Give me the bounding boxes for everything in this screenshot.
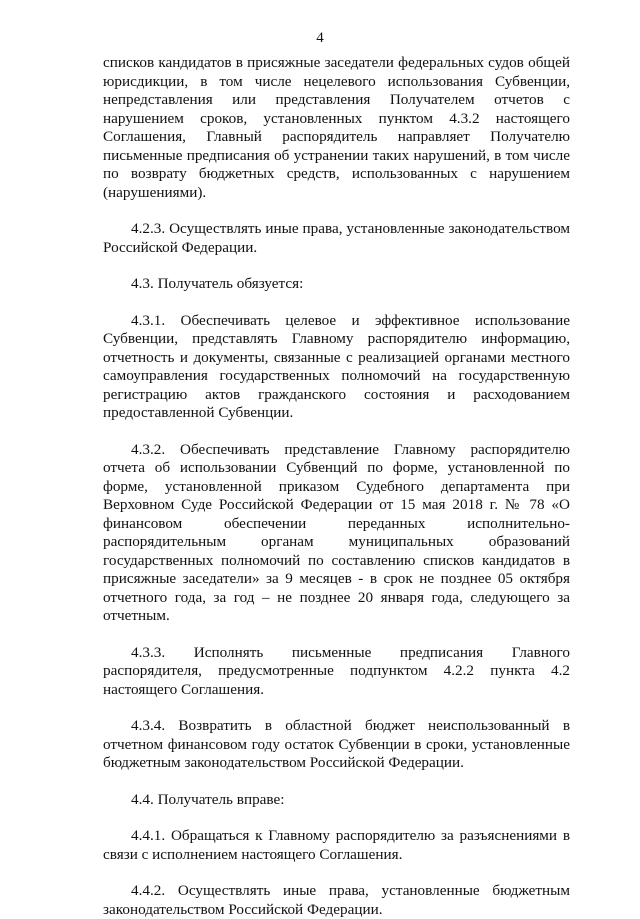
- paragraph-4-4-1: 4.4.1. Обращаться к Главному распорядителю за разъяснениями в связи с исполнением настоящего Соглашения.: [103, 827, 570, 863]
- paragraph-4-4-heading: 4.4. Получатель вправе:: [131, 790, 285, 808]
- paragraph-4-2-3: 4.2.3. Осуществлять иные права, установленные законодательством Российской Федерации.: [103, 220, 570, 256]
- paragraph-4-3-heading: 4.3. Получатель обязуется:: [131, 275, 304, 292]
- document-body: [103, 54, 570, 919]
- paragraph-continuation: списков кандидатов в присяжные заседатели федеральных судов общей юрисдикции, в том числе нецелевого использования Субвенции, непредставления или представления Получателем отчетов с нарушением сроков, установленных пунктом 4.3.2 настоящего Соглашения, Главный распорядитель направляет Получателю письменные предписания об устранении таких нарушений, в том числе по возврату бюджетных средств, использованных с нарушением (нарушениями).: [103, 54, 570, 201]
- paragraph-4-3-1: 4.3.1. Обеспечивать целевое и эффективное использование Субвенции, представлять Главному распорядителю информацию, отчетность и документы, связанные с реализацией органами местного самоуправления государственных полномочий на государственную регистрацию актов гражданского состояния и расходованием предоставленной Субвенции.: [103, 311, 570, 421]
- page-number: 4: [316, 30, 324, 46]
- paragraph-4-4-2: 4.4.2. Осуществлять иные права, установленные бюджетным законодательством Российской Федерации.: [103, 882, 570, 918]
- paragraph-4-3-4: 4.3.4. Возвратить в областной бюджет неиспользованный в отчетном финансовом году остаток Субвенции в сроки, установленные бюджетным законодательством Российской Федерации.: [103, 717, 570, 771]
- paragraph-4-3-2: 4.3.2. Обеспечивать представление Главному распорядителю отчета об использовании Субвенций по форме, установленной по форме, установленной приказом Судебного департамента при Верховном Суде Российской Федерации от 15 мая 2018 г. № 78 «О финансовом обеспечении переданных исполнительно-распорядительным органам муниципальных образований государственных полномочий по составлению списков кандидатов в присяжные заседатели» за 9 месяцев - в срок не позднее 05 октября отчетного года, за год – не позднее 20 января года, следующего за отчетным.: [103, 440, 570, 624]
- paragraph-4-3-3: 4.3.3. Исполнять письменные предписания Главного распорядителя, предусмотренные подпунктом 4.2.2 пункта 4.2 настоящего Соглашения.: [103, 643, 570, 698]
